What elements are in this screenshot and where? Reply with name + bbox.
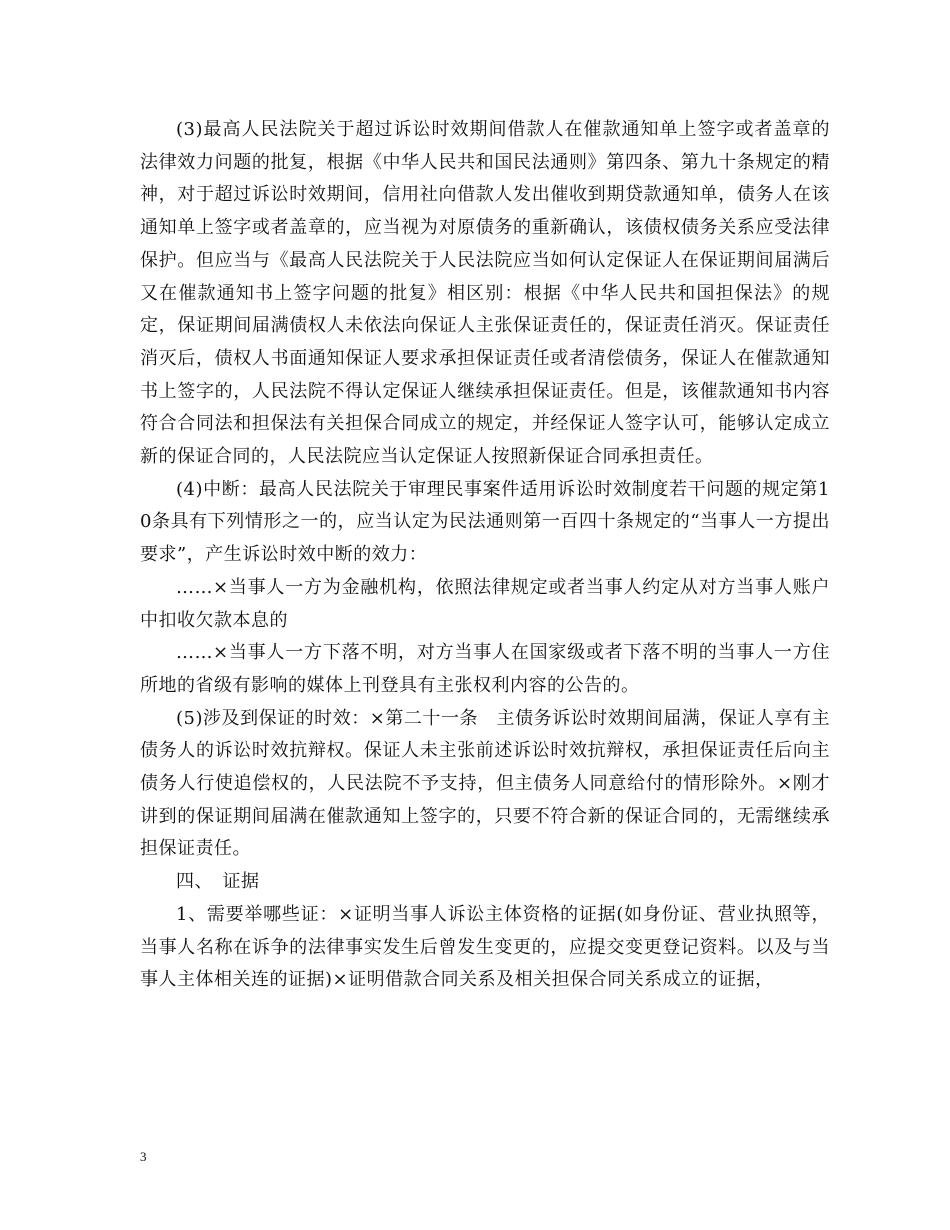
paragraph-party-missing: ……×当事人一方下落不明，对方当事人在国家级或者下落不明的当事人一方住所地的省级有影响的媒体上刊登具有主张权利内容的公告的。 (140, 642, 830, 696)
section-heading-evidence: 四、 证据 (176, 871, 260, 893)
paragraph-4-interruption: (4)中断：最高人民法院关于审理民事案件适用诉讼时效制度若干问题的规定第10条具有下列情形之一的，应当认定为民法通则第一百四十条规定的“当事人一方提出要求”，产生诉讼时效中断的效力： (140, 478, 830, 566)
paragraph-financial-institution: ……×当事人一方为金融机构，依照法律规定或者当事人约定从对方当事人账户中扣收欠款本息的 (140, 576, 830, 631)
page-number: 3 (140, 1149, 147, 1164)
paragraph-5-guarantee-limitation: (5)涉及到保证的时效：×第二十一条 主债务诉讼时效期间届满，保证人享有主债务人的诉讼时效抗辩权。保证人未主张前述诉讼时效抗辩权，承担保证责任后向主债务人行使追偿权的，人民法院不予支持，但主债务人同意给付的情形除外。×刚才讲到的保证期间届满在催款通知上签字的，只要不符合新的保证合同的，无需继续承担保证责任。 (140, 707, 831, 860)
document-body (140, 114, 830, 997)
paragraph-evidence-required: 1、需要举哪些证：×证明当事人诉讼主体资格的证据(如身份证、营业执照等，当事人名称在诉争的法律事实发生后曾发生变更的，应提交变更登记资料。以及与当事人主体相关连的证据)×证明借款合同关系及相关担保合同关系成立的证据， (140, 903, 830, 991)
paragraph-3-supreme-court-reply: (3)最高人民法院关于超过诉讼时效期间借款人在催款通知单上签字或者盖章的法律效力问题的批复，根据《中华人民共和国民法通则》第四条、第九十条规定的精神，对于超过诉讼时效期间，信用社向借款人发出催收到期贷款通知单，债务人在该通知单上签字或者盖章的，应当视为对原债务的重新确认，该债权债务关系应受法律保护。但应当与《最高人民法院关于人民法院应当如何认定保证人在保证期间届满后又在催款通知书上签字问题的批复》相区别：根据《中华人民共和国担保法》的规定，保证期间届满债权人未依法向保证人主张保证责任的，保证责任消灭。保证责任消灭后，债权人书面通知保证人要求承担保证责任或者清偿债务，保证人在催款通知书上签字的，人民法院不得认定保证人继续承担保证责任。但是，该催款通知书内容符合合同法和担保法有关担保合同成立的规定，并经保证人签字认可，能够认定成立新的保证合同的，人民法院应当认定保证人按照新保证合同承担责任。 (140, 119, 830, 468)
